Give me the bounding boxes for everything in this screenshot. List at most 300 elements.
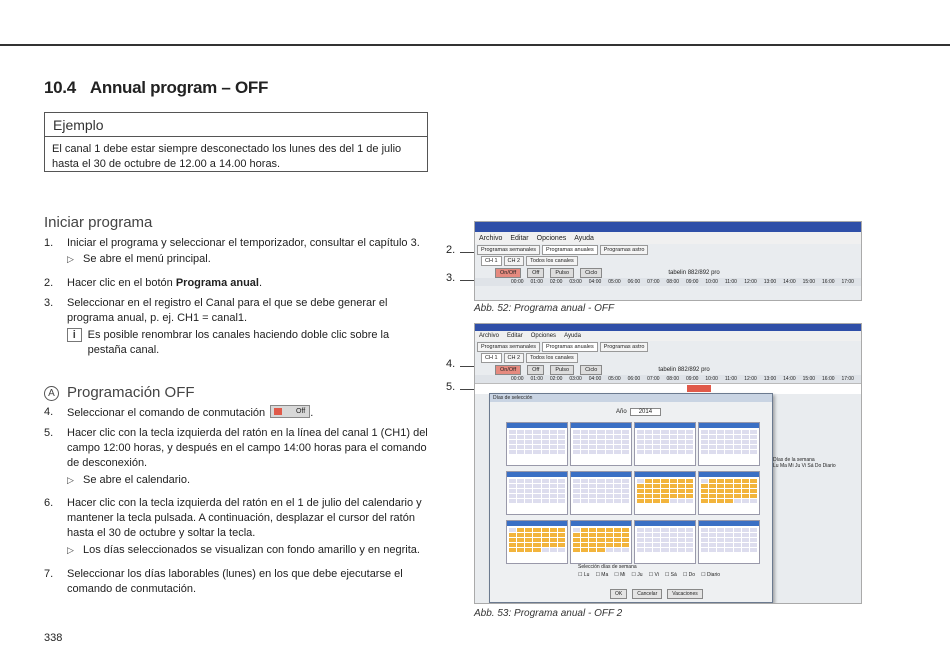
calendar-day[interactable]: [581, 528, 588, 532]
calendar-day[interactable]: [709, 479, 716, 483]
calendar-day[interactable]: [581, 479, 588, 483]
calendar-day[interactable]: [542, 499, 549, 503]
weekday-checkbox[interactable]: ☐ Vi: [648, 572, 659, 578]
calendar-day[interactable]: [589, 499, 596, 503]
calendar-day[interactable]: [589, 494, 596, 498]
calendar-day[interactable]: [701, 450, 708, 454]
calendar-day[interactable]: [517, 435, 524, 439]
calendar-day[interactable]: [542, 543, 549, 547]
calendar-day[interactable]: [661, 435, 668, 439]
calendar-day[interactable]: [742, 450, 749, 454]
calendar-day[interactable]: [573, 484, 580, 488]
calendar-day[interactable]: [509, 533, 516, 537]
calendar-day[interactable]: [725, 450, 732, 454]
calendar-day[interactable]: [661, 450, 668, 454]
calendar-day[interactable]: [597, 445, 604, 449]
calendar-day[interactable]: [678, 479, 685, 483]
calendar-day[interactable]: [517, 450, 524, 454]
calendar-day[interactable]: [525, 548, 532, 552]
calendar-month[interactable]: [634, 471, 696, 515]
calendar-day[interactable]: [637, 533, 644, 537]
calendar-day[interactable]: [606, 450, 613, 454]
calendar-day[interactable]: [653, 489, 660, 493]
calendar-day[interactable]: [542, 538, 549, 542]
calendar-day[interactable]: [614, 494, 621, 498]
calendar-day[interactable]: [717, 548, 724, 552]
calendar-day[interactable]: [734, 494, 741, 498]
calendar-day[interactable]: [606, 484, 613, 488]
calendar-day[interactable]: [725, 533, 732, 537]
calendar-day[interactable]: [606, 533, 613, 537]
calendar-day[interactable]: [558, 533, 565, 537]
calendar-month[interactable]: [634, 422, 696, 466]
calendar-day[interactable]: [597, 499, 604, 503]
calendar-day[interactable]: [525, 489, 532, 493]
calendar-day[interactable]: [678, 528, 685, 532]
calendar-day[interactable]: [725, 538, 732, 542]
calendar-day[interactable]: [742, 435, 749, 439]
calendar-day[interactable]: [750, 538, 757, 542]
calendar-day[interactable]: [622, 533, 629, 537]
calendar-day[interactable]: [558, 440, 565, 444]
calendar-day[interactable]: [525, 499, 532, 503]
calendar-day[interactable]: [734, 450, 741, 454]
calendar-day[interactable]: [678, 499, 685, 503]
calendar-day[interactable]: [678, 548, 685, 552]
calendar-day[interactable]: [589, 528, 596, 532]
calendar-day[interactable]: [725, 440, 732, 444]
calendar-day[interactable]: [717, 479, 724, 483]
calendar-day[interactable]: [686, 543, 693, 547]
calendar-day[interactable]: [542, 445, 549, 449]
calendar-day[interactable]: [589, 533, 596, 537]
calendar-day[interactable]: [725, 435, 732, 439]
calendar-day[interactable]: [597, 489, 604, 493]
calendar-day[interactable]: [734, 548, 741, 552]
calendar-day[interactable]: [637, 489, 644, 493]
calendar-day[interactable]: [589, 435, 596, 439]
calendar-day[interactable]: [734, 445, 741, 449]
calendar-day[interactable]: [581, 430, 588, 434]
calendar-day[interactable]: [622, 430, 629, 434]
calendar-day[interactable]: [622, 450, 629, 454]
calendar-day[interactable]: [653, 548, 660, 552]
calendar-day[interactable]: [678, 450, 685, 454]
calendar-day[interactable]: [670, 445, 677, 449]
calendar-day[interactable]: [686, 548, 693, 552]
calendar-day[interactable]: [717, 484, 724, 488]
calendar-day[interactable]: [533, 543, 540, 547]
calendar-day[interactable]: [661, 430, 668, 434]
calendar-month[interactable]: [570, 471, 632, 515]
calendar-day[interactable]: [542, 548, 549, 552]
calendar-day[interactable]: [725, 528, 732, 532]
cycle-button[interactable]: Ciclo: [580, 268, 602, 278]
calendar-day[interactable]: [637, 499, 644, 503]
calendar-day[interactable]: [670, 484, 677, 488]
calendar-day[interactable]: [709, 484, 716, 488]
calendar-day[interactable]: [709, 430, 716, 434]
calendar-day[interactable]: [542, 494, 549, 498]
calendar-day[interactable]: [517, 445, 524, 449]
calendar-day[interactable]: [614, 528, 621, 532]
weekday-checkbox[interactable]: ☐ Diario: [701, 572, 721, 578]
calendar-day[interactable]: [614, 489, 621, 493]
calendar-day[interactable]: [614, 450, 621, 454]
calendar-day[interactable]: [558, 548, 565, 552]
calendar-day[interactable]: [725, 548, 732, 552]
calendar-day[interactable]: [678, 538, 685, 542]
tab-ch1[interactable]: CH 1: [481, 256, 502, 266]
calendar-day[interactable]: [734, 528, 741, 532]
calendar-day[interactable]: [573, 543, 580, 547]
calendar-day[interactable]: [734, 484, 741, 488]
calendar-day[interactable]: [622, 543, 629, 547]
calendar-day[interactable]: [717, 445, 724, 449]
calendar-day[interactable]: [701, 499, 708, 503]
calendar-day[interactable]: [670, 489, 677, 493]
calendar-day[interactable]: [622, 494, 629, 498]
calendar-day[interactable]: [606, 445, 613, 449]
calendar-day[interactable]: [742, 479, 749, 483]
calendar-day[interactable]: [581, 494, 588, 498]
calendar-day[interactable]: [622, 484, 629, 488]
calendar-day[interactable]: [509, 450, 516, 454]
calendar-day[interactable]: [670, 499, 677, 503]
calendar-day[interactable]: [558, 528, 565, 532]
calendar-day[interactable]: [645, 494, 652, 498]
calendar-day[interactable]: [550, 528, 557, 532]
calendar-day[interactable]: [661, 484, 668, 488]
calendar-day[interactable]: [581, 543, 588, 547]
year-selector[interactable]: Año 2014: [616, 408, 661, 416]
calendar-day[interactable]: [750, 533, 757, 537]
calendar-day[interactable]: [581, 548, 588, 552]
calendar-day[interactable]: [581, 499, 588, 503]
calendar-day[interactable]: [542, 430, 549, 434]
calendar-day[interactable]: [734, 543, 741, 547]
calendar-day[interactable]: [533, 494, 540, 498]
calendar-day[interactable]: [509, 528, 516, 532]
calendar-day[interactable]: [661, 533, 668, 537]
calendar-day[interactable]: [637, 479, 644, 483]
calendar-day[interactable]: [637, 430, 644, 434]
calendar-day[interactable]: [550, 484, 557, 488]
calendar-day[interactable]: [606, 538, 613, 542]
calendar-day[interactable]: [509, 494, 516, 498]
calendar-day[interactable]: [637, 440, 644, 444]
calendar-day[interactable]: [509, 479, 516, 483]
calendar-day[interactable]: [750, 489, 757, 493]
weekday-checkbox[interactable]: ☐ Lu: [578, 572, 590, 578]
calendar-day[interactable]: [597, 440, 604, 444]
calendar-day[interactable]: [622, 528, 629, 532]
cancel-button[interactable]: Cancelar: [632, 589, 662, 599]
calendar-month[interactable]: [506, 471, 568, 515]
calendar-day[interactable]: [558, 479, 565, 483]
calendar-day[interactable]: [637, 494, 644, 498]
calendar-day[interactable]: [509, 543, 516, 547]
calendar-day[interactable]: [734, 430, 741, 434]
calendar-day[interactable]: [509, 445, 516, 449]
calendar-day[interactable]: [653, 430, 660, 434]
calendar-day[interactable]: [589, 450, 596, 454]
calendar-day[interactable]: [653, 435, 660, 439]
calendar-day[interactable]: [725, 543, 732, 547]
calendar-day[interactable]: [597, 484, 604, 488]
calendar-day[interactable]: [717, 538, 724, 542]
calendar-day[interactable]: [517, 489, 524, 493]
calendar-day[interactable]: [589, 489, 596, 493]
calendar-day[interactable]: [581, 484, 588, 488]
calendar-day[interactable]: [701, 494, 708, 498]
calendar-day[interactable]: [750, 484, 757, 488]
calendar-day[interactable]: [701, 528, 708, 532]
calendar-day[interactable]: [653, 479, 660, 483]
calendar-day[interactable]: [670, 543, 677, 547]
calendar-day[interactable]: [542, 489, 549, 493]
weekday-checkbox[interactable]: ☐ Ma: [595, 572, 609, 578]
calendar-day[interactable]: [742, 489, 749, 493]
calendar-day[interactable]: [742, 494, 749, 498]
calendar-day[interactable]: [709, 543, 716, 547]
calendar-day[interactable]: [686, 538, 693, 542]
calendar-day[interactable]: [542, 533, 549, 537]
calendar-grid[interactable]: [506, 422, 758, 564]
calendar-day[interactable]: [678, 435, 685, 439]
calendar-day[interactable]: [709, 440, 716, 444]
calendar-day[interactable]: [622, 445, 629, 449]
calendar-day[interactable]: [750, 440, 757, 444]
calendar-day[interactable]: [517, 479, 524, 483]
calendar-day[interactable]: [742, 548, 749, 552]
calendar-day[interactable]: [717, 499, 724, 503]
calendar-day[interactable]: [645, 548, 652, 552]
calendar-day[interactable]: [670, 548, 677, 552]
calendar-day[interactable]: [717, 543, 724, 547]
calendar-day[interactable]: [533, 430, 540, 434]
calendar-day[interactable]: [734, 538, 741, 542]
calendar-day[interactable]: [734, 479, 741, 483]
calendar-day[interactable]: [542, 450, 549, 454]
calendar-day[interactable]: [734, 489, 741, 493]
calendar-day[interactable]: [597, 494, 604, 498]
calendar-day[interactable]: [517, 543, 524, 547]
calendar-day[interactable]: [661, 479, 668, 483]
calendar-day[interactable]: [742, 445, 749, 449]
calendar-day[interactable]: [670, 479, 677, 483]
calendar-day[interactable]: [709, 533, 716, 537]
calendar-day[interactable]: [614, 440, 621, 444]
calendar-day[interactable]: [701, 435, 708, 439]
calendar-day[interactable]: [550, 543, 557, 547]
calendar-day[interactable]: [750, 499, 757, 503]
calendar-day[interactable]: [742, 430, 749, 434]
calendar-day[interactable]: [550, 430, 557, 434]
calendar-day[interactable]: [670, 533, 677, 537]
calendar-month[interactable]: [698, 520, 760, 564]
calendar-day[interactable]: [678, 484, 685, 488]
calendar-day[interactable]: [637, 445, 644, 449]
calendar-day[interactable]: [661, 548, 668, 552]
calendar-day[interactable]: [645, 533, 652, 537]
calendar-day[interactable]: [581, 435, 588, 439]
calendar-day[interactable]: [573, 528, 580, 532]
calendar-day[interactable]: [725, 430, 732, 434]
calendar-day[interactable]: [589, 430, 596, 434]
calendar-day[interactable]: [614, 445, 621, 449]
off-button[interactable]: Off: [527, 268, 544, 278]
calendar-day[interactable]: [558, 484, 565, 488]
calendar-day[interactable]: [637, 435, 644, 439]
calendar-day[interactable]: [533, 440, 540, 444]
calendar-day[interactable]: [517, 484, 524, 488]
calendar-month[interactable]: [698, 422, 760, 466]
calendar-day[interactable]: [701, 484, 708, 488]
calendar-day[interactable]: [606, 494, 613, 498]
calendar-day[interactable]: [597, 479, 604, 483]
calendar-day[interactable]: [750, 479, 757, 483]
calendar-day[interactable]: [653, 450, 660, 454]
tab-annual[interactable]: Programas anuales: [542, 245, 598, 255]
calendar-day[interactable]: [533, 435, 540, 439]
calendar-day[interactable]: [637, 538, 644, 542]
calendar-day[interactable]: [517, 494, 524, 498]
calendar-day[interactable]: [533, 528, 540, 532]
calendar-day[interactable]: [509, 430, 516, 434]
calendar-day[interactable]: [525, 538, 532, 542]
menu-archivo[interactable]: Archivo: [479, 234, 503, 242]
calendar-day[interactable]: [701, 543, 708, 547]
calendar-day[interactable]: [606, 528, 613, 532]
calendar-day[interactable]: [661, 489, 668, 493]
calendar-day[interactable]: [686, 440, 693, 444]
calendar-day[interactable]: [573, 440, 580, 444]
calendar-day[interactable]: [653, 543, 660, 547]
calendar-day[interactable]: [606, 440, 613, 444]
calendar-day[interactable]: [533, 450, 540, 454]
calendar-day[interactable]: [670, 430, 677, 434]
calendar-day[interactable]: [517, 533, 524, 537]
calendar-day[interactable]: [750, 445, 757, 449]
calendar-day[interactable]: [597, 430, 604, 434]
calendar-day[interactable]: [550, 538, 557, 542]
calendar-day[interactable]: [589, 548, 596, 552]
calendar-day[interactable]: [525, 543, 532, 547]
calendar-day[interactable]: [717, 489, 724, 493]
calendar-day[interactable]: [606, 435, 613, 439]
calendar-day[interactable]: [709, 528, 716, 532]
menu-ayuda[interactable]: Ayuda: [574, 234, 594, 242]
calendar-day[interactable]: [558, 450, 565, 454]
calendar-day[interactable]: [550, 435, 557, 439]
calendar-day[interactable]: [589, 543, 596, 547]
calendar-day[interactable]: [734, 440, 741, 444]
calendar-day[interactable]: [717, 440, 724, 444]
calendar-day[interactable]: [653, 445, 660, 449]
tab-astro[interactable]: Programas astro: [600, 245, 649, 255]
calendar-day[interactable]: [701, 538, 708, 542]
calendar-day[interactable]: [525, 430, 532, 434]
calendar-day[interactable]: [678, 533, 685, 537]
calendar-day[interactable]: [509, 548, 516, 552]
calendar-day[interactable]: [558, 494, 565, 498]
calendar-day[interactable]: [517, 440, 524, 444]
calendar-day[interactable]: [581, 445, 588, 449]
calendar-day[interactable]: [645, 528, 652, 532]
calendar-day[interactable]: [550, 494, 557, 498]
calendar-day[interactable]: [661, 499, 668, 503]
calendar-day[interactable]: [637, 450, 644, 454]
calendar-day[interactable]: [661, 445, 668, 449]
calendar-day[interactable]: [670, 440, 677, 444]
calendar-day[interactable]: [597, 548, 604, 552]
calendar-day[interactable]: [717, 494, 724, 498]
calendar-day[interactable]: [573, 430, 580, 434]
ok-button[interactable]: OK: [610, 589, 627, 599]
calendar-day[interactable]: [637, 528, 644, 532]
calendar-day[interactable]: [533, 499, 540, 503]
calendar-day[interactable]: [742, 484, 749, 488]
calendar-day[interactable]: [581, 538, 588, 542]
calendar-day[interactable]: [509, 499, 516, 503]
calendar-day[interactable]: [653, 484, 660, 488]
calendar-day[interactable]: [750, 435, 757, 439]
calendar-day[interactable]: [525, 528, 532, 532]
calendar-day[interactable]: [686, 528, 693, 532]
calendar-day[interactable]: [686, 533, 693, 537]
calendar-day[interactable]: [606, 489, 613, 493]
calendar-day[interactable]: [542, 484, 549, 488]
calendar-day[interactable]: [542, 479, 549, 483]
calendar-month[interactable]: [698, 471, 760, 515]
calendar-day[interactable]: [622, 548, 629, 552]
vacation-button[interactable]: Vacaciones: [667, 589, 702, 599]
calendar-day[interactable]: [678, 543, 685, 547]
calendar-day[interactable]: [606, 548, 613, 552]
calendar-day[interactable]: [509, 538, 516, 542]
calendar-day[interactable]: [742, 528, 749, 532]
calendar-day[interactable]: [645, 430, 652, 434]
calendar-day[interactable]: [606, 499, 613, 503]
calendar-day[interactable]: [670, 435, 677, 439]
calendar-day[interactable]: [589, 445, 596, 449]
calendar-day[interactable]: [558, 430, 565, 434]
calendar-day[interactable]: [542, 440, 549, 444]
calendar-day[interactable]: [653, 528, 660, 532]
calendar-day[interactable]: [533, 489, 540, 493]
calendar-day[interactable]: [670, 538, 677, 542]
calendar-day[interactable]: [653, 533, 660, 537]
calendar-day[interactable]: [525, 494, 532, 498]
calendar-day[interactable]: [517, 548, 524, 552]
weekday-checkbox[interactable]: ☐ Ju: [631, 572, 643, 578]
calendar-day[interactable]: [653, 499, 660, 503]
calendar-day[interactable]: [589, 440, 596, 444]
calendar-day[interactable]: [661, 538, 668, 542]
calendar-day[interactable]: [637, 484, 644, 488]
calendar-day[interactable]: [533, 484, 540, 488]
calendar-day[interactable]: [509, 489, 516, 493]
weekday-checkbox[interactable]: ☐ Do: [682, 572, 696, 578]
calendar-day[interactable]: [573, 450, 580, 454]
calendar-day[interactable]: [661, 543, 668, 547]
calendar-day[interactable]: [645, 435, 652, 439]
calendar-day[interactable]: [645, 440, 652, 444]
calendar-day[interactable]: [550, 533, 557, 537]
calendar-day[interactable]: [581, 450, 588, 454]
calendar-day[interactable]: [750, 548, 757, 552]
